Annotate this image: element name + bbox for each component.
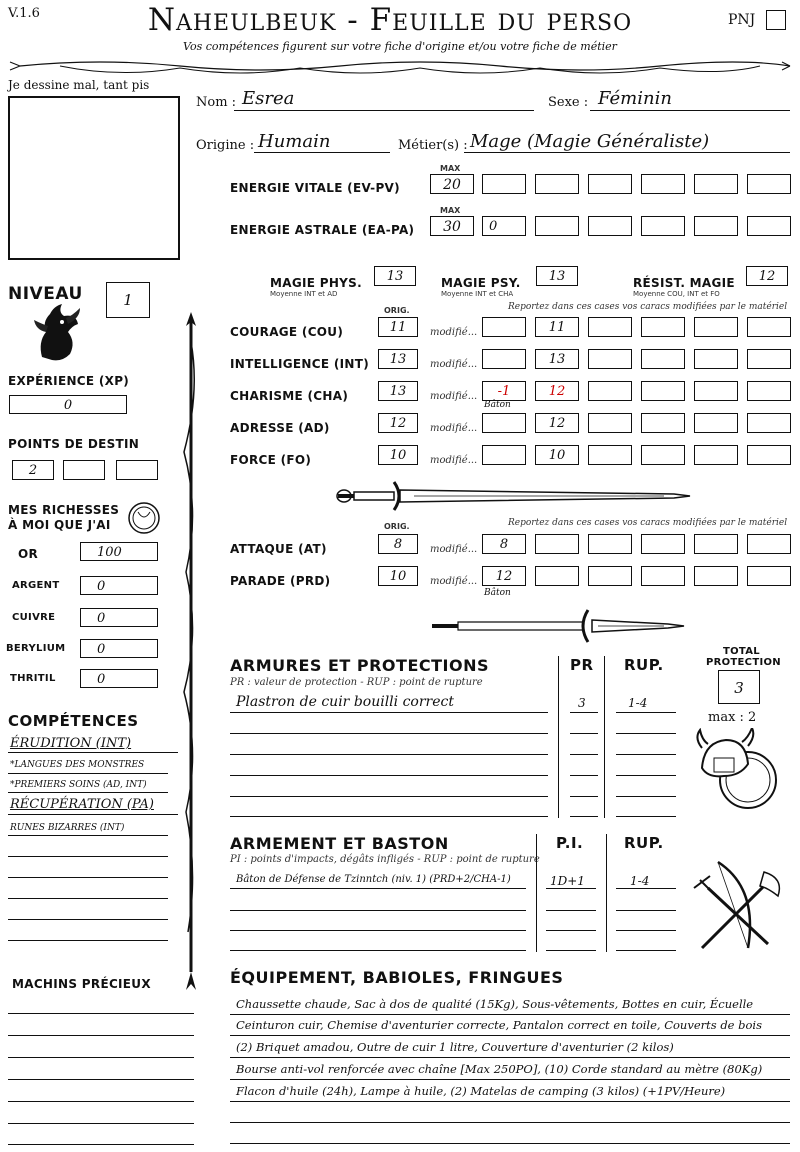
competences-title: COMPÉTENCES	[8, 712, 139, 730]
competence-item[interactable]: *PREMIERS SOINS (AD, INT)	[10, 780, 147, 790]
armure-pr[interactable]: 3	[578, 696, 586, 710]
equipement-line[interactable]: Flacon d'huile (24h), Lampe à huile, (2) Matelas de camping (3 kilos) (+1PV/Heure)	[236, 1084, 726, 1098]
equipement-line[interactable]: Bourse anti-vol renforcée avec chaîne [Max 250PO], (10) Corde standard au mètre (80Kg)	[236, 1062, 763, 1076]
carac-extra-box[interactable]	[747, 317, 791, 337]
sword-icon	[334, 478, 694, 514]
armure-rup-line[interactable]	[616, 775, 676, 776]
ev-max-box[interactable]: 20	[430, 174, 474, 194]
carac-final-box[interactable]: 11	[535, 317, 579, 337]
carac-orig-box[interactable]: 12	[378, 413, 418, 433]
niveau-label: NIVEAU	[8, 284, 83, 304]
armure-pr-line[interactable]	[570, 733, 598, 734]
competence-item[interactable]: RUNES BIZARRES (INT)	[10, 823, 125, 833]
arme-rup-line[interactable]	[616, 930, 676, 931]
armure-pr-line[interactable]	[570, 712, 598, 713]
arme-row-line[interactable]	[230, 950, 526, 951]
combat-modifie-label: modifié...	[430, 544, 478, 555]
armure-pr-line[interactable]	[570, 754, 598, 755]
sexe-label: Sexe :	[548, 95, 589, 110]
staff-icon	[178, 312, 204, 992]
carac-modifie-label: modifié...	[430, 423, 478, 434]
armure-row-line[interactable]	[230, 712, 548, 713]
carac-extra-box[interactable]	[641, 445, 685, 465]
armures-col-rup: RUP.	[624, 656, 664, 674]
equipement-row-line[interactable]	[230, 1057, 790, 1058]
equipement-row-line[interactable]	[230, 1079, 790, 1080]
ea-box[interactable]	[641, 216, 685, 236]
ea-box[interactable]	[535, 216, 579, 236]
combat-extra-box[interactable]	[535, 534, 579, 554]
combat-extra-box[interactable]	[694, 534, 738, 554]
magie-phys-label: MAGIE PHYS.	[270, 276, 362, 290]
equipement-line[interactable]: (2) Briquet amadou, Outre de cuir 1 litre, Couverture d'aventurier (2 kilos)	[236, 1040, 674, 1054]
cuivre-label: CUIVRE	[12, 612, 56, 623]
carac-label: INTELLIGENCE (INT)	[230, 357, 369, 371]
total-protection-label-2: PROTECTION	[706, 657, 781, 668]
carac-modifie-label: modifié...	[430, 391, 478, 402]
experience-label: EXPÉRIENCE (XP)	[8, 374, 130, 388]
resist-magie-box[interactable]: 12	[746, 266, 788, 286]
ev-box[interactable]	[588, 174, 632, 194]
combat-modifie-label: modifié...	[430, 576, 478, 587]
armure-row-line[interactable]	[230, 816, 548, 817]
equipement-title: ÉQUIPEMENT, BABIOLES, FRINGUES	[230, 968, 564, 987]
armure-name[interactable]: Plastron de cuir bouilli correct	[236, 694, 454, 710]
ea-max-box[interactable]: 30	[430, 216, 474, 236]
ev-label: ENERGIE VITALE (EV-PV)	[230, 181, 400, 195]
destin-box-3[interactable]	[116, 460, 158, 480]
carac-orig-box[interactable]: 10	[378, 445, 418, 465]
carac-extra-box[interactable]	[694, 349, 738, 369]
niveau-box[interactable]: 1	[106, 282, 150, 318]
ev-box[interactable]	[694, 174, 738, 194]
armure-pr-line[interactable]	[570, 775, 598, 776]
combat-source-note: Bâton	[484, 588, 511, 598]
carac-extra-box[interactable]	[588, 381, 632, 401]
ev-box[interactable]	[482, 174, 526, 194]
richesses-label-1: MES RICHESSES	[8, 503, 120, 517]
armure-rup-line[interactable]	[616, 733, 676, 734]
armure-row-line[interactable]	[230, 754, 548, 755]
carac-extra-box[interactable]	[588, 445, 632, 465]
combat-mod-box[interactable]: 8	[482, 534, 526, 554]
arme-rup-line[interactable]	[616, 910, 676, 911]
equipement-row-line[interactable]	[230, 1122, 790, 1123]
combat-extra-box[interactable]	[747, 566, 791, 586]
cuivre-box[interactable]: 0	[80, 608, 158, 627]
arme-row-line[interactable]	[230, 930, 526, 931]
pnj-checkbox[interactable]	[766, 10, 786, 30]
carac-mod-box[interactable]	[482, 349, 526, 369]
carac-orig-box[interactable]: 13	[378, 381, 418, 401]
carac-extra-box[interactable]	[641, 381, 685, 401]
carac-extra-box[interactable]	[588, 317, 632, 337]
arme-pi-line[interactable]	[546, 910, 596, 911]
metier-value[interactable]: Mage (Magie Généraliste)	[470, 131, 710, 152]
carac-label: ADRESSE (AD)	[230, 421, 330, 435]
combat-label: PARADE (PRD)	[230, 574, 331, 588]
armure-rup-line[interactable]	[616, 796, 676, 797]
carac-extra-box[interactable]	[694, 413, 738, 433]
or-box[interactable]: 100	[80, 542, 158, 561]
combat-extra-box[interactable]	[535, 566, 579, 586]
combat-extra-box[interactable]	[747, 534, 791, 554]
armement-col-pi: P.I.	[556, 834, 584, 852]
combat-orig-box[interactable]: 8	[378, 534, 418, 554]
experience-box[interactable]: 0	[9, 395, 127, 414]
ea-box[interactable]	[588, 216, 632, 236]
competence-item[interactable]: *LANGUES DES MONSTRES	[10, 760, 145, 770]
carac-modifie-label: modifié...	[430, 359, 478, 370]
armement-col-rup: RUP.	[624, 834, 664, 852]
carac-extra-box[interactable]	[747, 445, 791, 465]
combat-orig-box[interactable]: 10	[378, 566, 418, 586]
magie-psy-box[interactable]: 13	[536, 266, 578, 286]
origine-label: Origine :	[196, 138, 255, 153]
carac-orig-box[interactable]: 13	[378, 349, 418, 369]
armure-rup-line[interactable]	[616, 754, 676, 755]
ev-box[interactable]	[747, 174, 791, 194]
carac-mod-box[interactable]	[482, 445, 526, 465]
arme-rup-line[interactable]	[616, 888, 676, 889]
armure-pr-line[interactable]	[570, 796, 598, 797]
carac-modifie-label: modifié...	[430, 455, 478, 466]
carac-label: COURAGE (COU)	[230, 325, 344, 339]
combat-orig-label: ORIG.	[384, 522, 410, 531]
carac-extra-box[interactable]	[641, 349, 685, 369]
destin-label: POINTS DE DESTIN	[8, 437, 140, 451]
combat-extra-box[interactable]	[588, 566, 632, 586]
destin-box-2[interactable]	[63, 460, 105, 480]
combat-extra-box[interactable]	[641, 534, 685, 554]
armure-pr-line[interactable]	[570, 816, 598, 817]
magie-phys-note: Moyenne INT et AD	[270, 290, 338, 298]
combat-note: Reportez dans ces cases vos caracs modifiées par le matériel	[508, 518, 788, 528]
combat-mod-box[interactable]: 12	[482, 566, 526, 586]
armure-rup-line[interactable]	[616, 712, 676, 713]
ev-box[interactable]	[535, 174, 579, 194]
competence-item[interactable]: RÉCUPÉRATION (PA)	[10, 797, 154, 812]
ea-box[interactable]	[747, 216, 791, 236]
arme-row-line[interactable]	[230, 888, 526, 889]
armure-row-line[interactable]	[230, 733, 548, 734]
weapons-icon	[688, 858, 788, 958]
argent-label: ARGENT	[12, 580, 60, 591]
combat-extra-box[interactable]	[588, 534, 632, 554]
carac-modifie-label: modifié...	[430, 327, 478, 338]
armement-note: PI : points d'impacts, dégâts infligés - RUP : point de rupture	[230, 854, 540, 865]
carac-extra-box[interactable]	[641, 413, 685, 433]
page-subtitle: Vos compétences figurent sur votre fiche d'origine et/ou votre fiche de métier	[183, 40, 617, 53]
armures-col-pr: PR	[570, 656, 594, 674]
carac-extra-box[interactable]	[747, 381, 791, 401]
armure-rup-line[interactable]	[616, 816, 676, 817]
carac-final-box[interactable]: 10	[535, 445, 579, 465]
carac-label: FORCE (FO)	[230, 453, 312, 467]
magie-psy-note: Moyenne INT et CHA	[441, 290, 514, 298]
arme-pi[interactable]: 1D+1	[550, 874, 585, 888]
carac-extra-box[interactable]	[694, 317, 738, 337]
arme-rup[interactable]: 1-4	[630, 874, 650, 888]
arme-pi-line[interactable]	[546, 888, 596, 889]
equipement-row-line[interactable]	[230, 1014, 790, 1015]
pnj-label: PNJ	[728, 12, 756, 28]
carac-extra-box[interactable]	[588, 349, 632, 369]
origine-value[interactable]: Humain	[258, 131, 331, 152]
berylium-box[interactable]: 0	[80, 639, 158, 658]
nom-value[interactable]: Esrea	[242, 88, 295, 109]
arme-name[interactable]: Bâton de Défense de Tzinntch (niv. 1) (PRD+2/CHA-1)	[236, 874, 511, 885]
arme-pi-line[interactable]	[546, 950, 596, 951]
arme-rup-line[interactable]	[616, 950, 676, 951]
carac-label: CHARISME (CHA)	[230, 389, 349, 403]
armure-row-line[interactable]	[230, 775, 548, 776]
armure-rup[interactable]: 1-4	[628, 696, 648, 710]
berylium-label: BERYLIUM	[6, 643, 66, 654]
total-protection-box[interactable]: 3	[718, 670, 760, 704]
portrait-box[interactable]	[8, 96, 180, 260]
combat-extra-box[interactable]	[641, 566, 685, 586]
metier-label: Métier(s) :	[398, 138, 468, 153]
arme-row-line[interactable]	[230, 910, 526, 911]
combat-extra-box[interactable]	[694, 566, 738, 586]
magie-phys-box[interactable]: 13	[374, 266, 416, 286]
carac-final-box[interactable]: 13	[535, 349, 579, 369]
carac-orig-box[interactable]: 11	[378, 317, 418, 337]
max-protection-note: max : 2	[708, 710, 757, 725]
armure-row-line[interactable]	[230, 796, 548, 797]
caracs-note: Reportez dans ces cases vos caracs modifiées par le matériel	[508, 302, 788, 312]
argent-box[interactable]: 0	[80, 576, 158, 595]
carac-extra-box[interactable]	[747, 413, 791, 433]
sexe-value[interactable]: Féminin	[598, 88, 672, 109]
total-protection-label-1: TOTAL	[723, 646, 760, 657]
competence-item[interactable]: ÉRUDITION (INT)	[10, 736, 132, 751]
ea-box[interactable]	[694, 216, 738, 236]
richesses-label-2: À MOI QUE J'AI	[8, 518, 111, 532]
destin-box-1[interactable]: 2	[12, 460, 54, 480]
combat-label: ATTAQUE (AT)	[230, 542, 327, 556]
ev-max-label: MAX	[440, 164, 461, 173]
page-title: Naheulbeuk - Feuille du perso	[147, 2, 633, 38]
carac-final-box[interactable]: 12	[535, 381, 579, 401]
helmet-shield-icon	[694, 728, 784, 818]
equipement-line[interactable]: Chaussette chaude, Sac à dos de qualité (15Kg), Sous-vêtements, Bottes en cuir, Écuelle	[236, 997, 754, 1011]
arme-pi-line[interactable]	[546, 930, 596, 931]
armures-note: PR : valeur de protection - RUP : point de rupture	[230, 677, 483, 688]
sword-icon-2	[428, 608, 688, 644]
coin-icon	[126, 500, 162, 536]
magie-psy-label: MAGIE PSY.	[441, 276, 521, 290]
version-label: V.1.6	[8, 6, 40, 21]
carac-final-box[interactable]: 12	[535, 413, 579, 433]
carac-extra-box[interactable]	[694, 381, 738, 401]
or-label: OR	[18, 547, 39, 561]
armures-title: ARMURES ET PROTECTIONS	[230, 656, 489, 675]
carac-extra-box[interactable]	[641, 317, 685, 337]
equipement-row-line[interactable]	[230, 1101, 790, 1102]
equipement-row-line[interactable]	[230, 1035, 790, 1036]
resist-magie-note: Moyenne COU, INT et FO	[633, 290, 720, 298]
thritil-label: THRITIL	[10, 673, 56, 684]
carac-extra-box[interactable]	[694, 445, 738, 465]
equipement-line[interactable]: Ceinturon cuir, Chemise d'aventurier correcte, Pantalon correct en toile, Couverts de bois	[236, 1018, 763, 1032]
ea-max-label: MAX	[440, 206, 461, 215]
ev-box[interactable]	[641, 174, 685, 194]
dragon-icon	[32, 302, 82, 364]
ea-label: ENERGIE ASTRALE (EA-PA)	[230, 223, 415, 237]
carac-source-note: Bâton	[484, 400, 511, 410]
nom-label: Nom :	[196, 95, 237, 110]
caracs-orig-label: ORIG.	[384, 306, 410, 315]
machins-title: MACHINS PRÉCIEUX	[12, 977, 151, 991]
resist-magie-label: RÉSIST. MAGIE	[633, 276, 735, 290]
carac-extra-box[interactable]	[588, 413, 632, 433]
carac-extra-box[interactable]	[747, 349, 791, 369]
portrait-caption: Je dessine mal, tant pis	[8, 78, 150, 92]
equipement-row-line[interactable]	[230, 1143, 790, 1144]
carac-mod-box[interactable]	[482, 317, 526, 337]
armement-title: ARMEMENT ET BASTON	[230, 834, 449, 853]
carac-mod-box[interactable]: -1	[482, 381, 526, 401]
ea-current-box[interactable]: 0	[482, 216, 526, 236]
carac-mod-box[interactable]	[482, 413, 526, 433]
thritil-box[interactable]: 0	[80, 669, 158, 688]
